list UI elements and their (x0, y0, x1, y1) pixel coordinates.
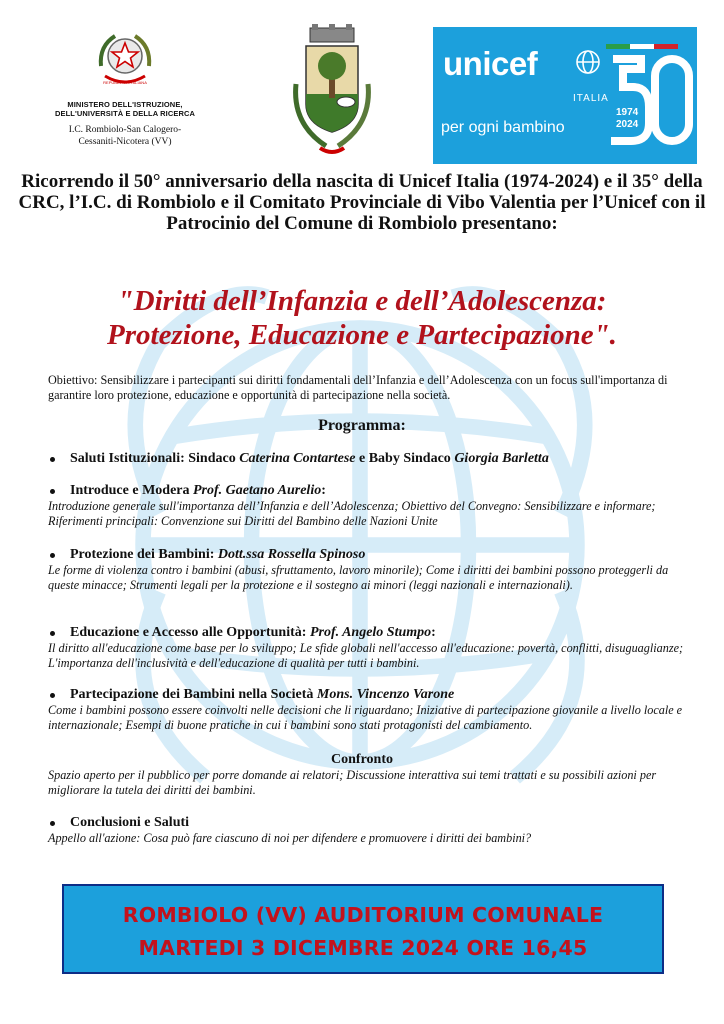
program-item-head: Saluti Istituzionali: Sindaco Caterina Contartese e Baby Sindaco Giorgia Barletta (48, 450, 688, 467)
unicef-globe-icon (573, 47, 603, 77)
unicef-brand: unicef (443, 45, 538, 82)
program-item-desc: Appello all'azione: Cosa può fare ciascuno di noi per difendere e promuovere i diritti dei bambini? (48, 831, 532, 845)
program-item-head: Conclusioni e Saluti (48, 814, 688, 831)
event-title-line1: "Diritti dell’Infanzia e dell’Adolescenza: (117, 285, 607, 317)
confronto-heading: Confronto (331, 752, 393, 767)
confronto-desc: Spazio aperto per il pubblico per porre domande ai relatori; Discussione interattiva sui temi trattati e su possibili azioni per migliorare la tutela dei diritti dei bambini. (48, 768, 657, 797)
program-item-desc: Il diritto all'educazione come base per lo sviluppo; Le sfide globali nell'accesso all'educazione: povertà, conflitti, disuguaglianze; L'importanza dell'inclusività e dell'educazione di qualità per tutti i bambini. (48, 641, 684, 670)
unicef-italia-logo (433, 27, 697, 164)
year-end: 2024 (616, 119, 639, 130)
program-item-head: Protezione dei Bambini: Dott.ssa Rossella Spinoso (48, 546, 688, 563)
program-item-desc: Le forme di violenza contro i bambini (abusi, sfruttamento, lavoro minorile); Come i diritti dei bambini possono proteggerli da queste minacce; Strumenti legali per la protezione e il sostegno ai minori (leggi nazionali e internazionali). (48, 563, 669, 592)
anniversary-50-icon (603, 49, 693, 149)
program-item-head: Partecipazione dei Bambini nella Società Mons. Vincenzo Varone (48, 686, 688, 703)
svg-text:REPUBBLICA ITALIANA: REPUBBLICA ITALIANA (103, 80, 147, 85)
unicef-tagline: per ogni bambino (441, 119, 565, 136)
venue-datetime: MARTEDI 3 DICEMBRE 2024 ORE 16,45 (138, 936, 588, 960)
program-item-desc: Come i bambini possono essere coinvolti nelle decisioni che li riguardano; Iniziative di partecipazione giovanile a livello locale e internazionale; Esempi di buone pratiche in cui i bambini sono stati protagonisti del cambiamento. (48, 703, 683, 732)
event-title (10, 284, 714, 352)
ministry-block (50, 28, 200, 148)
venue-box (62, 884, 664, 974)
year-start: 1974 (616, 107, 639, 118)
event-title-line2: Protezione, Educazione e Partecipazione". (107, 319, 617, 351)
program-item (48, 450, 688, 467)
venue-location: ROMBIOLO (VV) AUDITORIUM COMUNALE (122, 903, 604, 927)
programma-heading: Programma: (318, 417, 406, 434)
ministry-name: MINISTERO DELL'ISTRUZIONE, DELL'UNIVERSITÀ E DELLA RICERCA (54, 100, 196, 118)
program-item (48, 546, 688, 593)
italian-republic-emblem-icon (93, 28, 157, 92)
unicef-country: ITALIA (573, 93, 609, 104)
objective-text: Obiettivo: Sensibilizzare i partecipanti sui diritti fondamentali dell’Infanzia e dell’Adolescenza con un focus sull'importanza di garantire loro protezione, educazione e opportunità di partecipazione nella società. (48, 373, 668, 402)
municipality-crest-icon (282, 24, 382, 164)
program-item-desc: Introduzione generale sull'importanza dell’Infanzia e dell’Adolescenza; Obiettivo del Convegno: Sensibilizzare e informare; Riferimenti principali: Convenzione sui Diritti del Bambino delle Nazioni Unite (48, 499, 656, 528)
program-item-head: Introduce e Modera Prof. Gaetano Aurelio: (48, 482, 688, 499)
school-name: I.C. Rombiolo-San Calogero-Cessaniti-Nicotera (VV) (68, 125, 182, 147)
program-item (48, 482, 688, 529)
anniversary-years (616, 107, 638, 131)
intro-text: Ricorrendo il 50° anniversario della nascita di Unicef Italia (1974-2024) e il 35° della CRC, l’I.C. di Rombiolo e il Comitato Provinciale di Vibo Valentia per l’Unicef con il Patrocinio del Comune di Rombiolo presentano: (18, 171, 706, 234)
program-item (48, 624, 688, 671)
program-item-conclusioni (48, 814, 688, 846)
program-item (48, 686, 688, 733)
program-item-head: Educazione e Accesso alle Opportunità: Prof. Angelo Stumpo: (48, 624, 688, 641)
